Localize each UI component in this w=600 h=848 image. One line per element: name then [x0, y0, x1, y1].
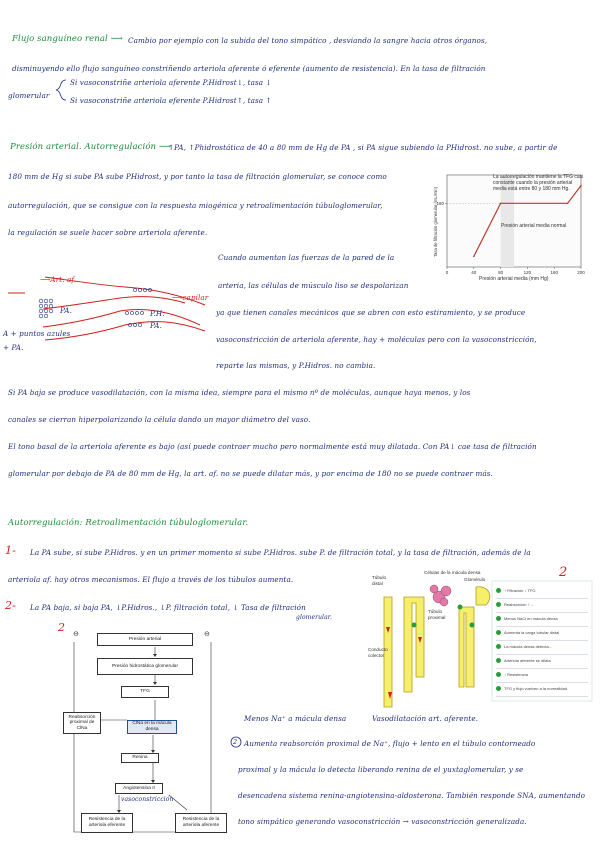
flow-node-arteriola-eferente: Resistencia de la arteriola eferente — [81, 813, 133, 833]
text-line: La PA baja, si baja PA, ↓P.Hidros., ↓P. filtración total, ↓ Tasa de filtración — [30, 603, 306, 612]
text-line: Vasodilatación art. aferente. — [372, 714, 479, 723]
flow-node-renina: Renina — [121, 753, 159, 763]
chart-annotation: La autorregulación mantiene la TFG casi constante cuando la presión arterial media está entre 80 y 180 mm Hg. — [493, 174, 584, 192]
heading-flujo-renal: Flujo sanguíneo renal ⟶ — [12, 34, 123, 44]
step-label: TFG y flujo vuelven a la normalidad — [504, 686, 567, 691]
text-line: Si vasoconstriñe arteriola aferente P.Hidrost↓, tasa ↓ — [70, 78, 272, 87]
nephron-step — [496, 655, 588, 669]
text-line: disminuyendo ello flujo sanguíneo constriñendo arteriola aferente ó eferente (aumento de resistencia). En la tasa de filtración — [12, 64, 486, 73]
x-tick-label: 120 — [523, 270, 532, 275]
step-label: Aumenta la carga tubular distal — [504, 630, 560, 635]
feedback-flowchart — [59, 630, 231, 840]
nephron-step — [496, 669, 588, 683]
flow-node-arteriola-aferente: Resistencia de la arteriola aferente — [175, 813, 227, 833]
label-art-af: ⟶Art. af. — [40, 275, 77, 284]
label-mas-puntos: A + puntos azules — [3, 329, 71, 338]
flow-node-presion-hidrostatica: Presión hidrostática glomerular — [97, 658, 193, 675]
step-label: Menos NaCl en mácula densa — [504, 616, 558, 621]
text-line: arteriola af. hay otros mecanismos. El flujo a través de los túbulos aumenta. — [8, 575, 294, 584]
nephron-label: Células de la mácula densa — [424, 570, 481, 575]
step-dot-icon — [496, 616, 501, 621]
x-tick-label: 0 — [445, 270, 449, 275]
nephron-step — [496, 641, 588, 655]
text-line: desencadena sistema renina-angiotensina-aldosterona. También responde SNA, aumentando — [238, 791, 586, 800]
text-line: ya que tienen canales mecánicos que se abren con esto estiramiento, y se produce — [216, 308, 526, 317]
step-dot-icon — [496, 602, 501, 607]
text-line: Aumenta reabsorción proximal de Na⁺, flujo + lento en el túbulo contorneado — [244, 739, 536, 748]
text-line: proximal y la mácula lo detecta liberando renina de el yuxtaglomerular, y se — [238, 765, 524, 774]
text-line: glomerular por debajo de PA de 80 mm de Hg, la art. af. no se puede dilatar más, y por encima de 180 no se puede contraer más. — [8, 469, 493, 478]
circle-number-label: 2 — [233, 738, 238, 746]
step-label: La mácula densa detecta... — [504, 644, 553, 649]
step-dot-icon — [496, 644, 501, 649]
text-line: canales se cierran hiperpolarizando la célula dando un mayor diámetro del vaso. — [8, 415, 311, 424]
step-dot-icon — [496, 686, 501, 691]
number-1: 1- — [5, 544, 16, 557]
step-label: Reabsorción ↑ ... — [504, 602, 535, 607]
nephron-label: Conducto colector — [368, 647, 388, 658]
flow-node-tfg: TFG — [121, 686, 169, 698]
label-pa-2: PA. — [150, 321, 162, 330]
nephron-mark: 2 — [559, 565, 568, 580]
data-point — [500, 203, 502, 205]
x-tick-label: 160 — [550, 270, 558, 275]
text-line: glomerular — [8, 91, 50, 100]
x-tick-label: 80 — [498, 270, 504, 275]
text-line: La PA sube, si sube P.Hidros. y en un primer momento si sube P.Hidros. sube P. de filtración total, y la tasa de filtración, además de la — [30, 548, 531, 557]
label-capilar: ⟶capilar — [172, 293, 209, 302]
x-tick-label: 200 — [577, 270, 585, 275]
text-line: Cambio por ejemplo con la subida del tono simpático , desviando la sangre hacia otros órganos, — [128, 36, 488, 45]
flow-mark: 2 — [58, 621, 66, 634]
flow-node-reabsorcion: Reabsorción proximal de ClNa — [63, 712, 101, 734]
brace-icon — [54, 78, 68, 102]
text-line: El tono basal de la arteriola aferente es bajo (así puede contraer mucho pero normalmente está muy dilatada. Con PA↓ cae tasa de filtración — [8, 442, 537, 451]
number-2: 2- — [5, 599, 16, 612]
text-line: arteria, las células de músculo liso se despolarizan — [218, 281, 409, 290]
flow-node-angiotensina: Angiotensina II — [115, 783, 163, 794]
text-line: glomerular. — [296, 614, 333, 621]
step-label: Arteriola aferente se dilata — [504, 658, 551, 663]
nephron-step — [496, 683, 588, 697]
nephron-figure — [364, 567, 594, 717]
nephron-label: Túbulo distal — [372, 575, 387, 586]
flow-node-macula-densa: ClNa en la mácula densa — [127, 720, 177, 734]
heading-retroalimentacion: Autorregulación: Retroalimentación túbuloglomerular. — [8, 518, 249, 528]
flow-vasoconstriccion: vasoconstricción — [121, 796, 174, 803]
step-dot-icon — [496, 672, 501, 677]
flow-minus-right: ⊖ — [204, 631, 210, 638]
step-label: ↓ Resistencia — [504, 672, 528, 677]
heading-presion-arterial: Presión arterial. Autorregulación ⟶ — [10, 142, 172, 152]
chart-annotation-normal: Presión arterial media normal — [501, 223, 567, 229]
text-line: Si vasoconstriñe arteriola eferente P.Hidrost↑, tasa ↑ — [70, 96, 272, 105]
step-dot-icon — [496, 630, 501, 635]
step-dot-icon — [496, 588, 501, 593]
step-dot-icon — [496, 658, 501, 663]
x-axis-label: Presión arterial media (mm Hg) — [479, 276, 549, 282]
text-line: Menos Na⁺ a mácula densa — [244, 714, 347, 723]
nephron-step — [496, 585, 588, 599]
nephron-step — [496, 599, 588, 613]
data-point — [567, 203, 569, 205]
data-point — [473, 256, 475, 258]
y-axis-label: Tasa de filtración glomerular (mL/min) — [433, 186, 438, 258]
label-pa: PA. — [60, 306, 72, 315]
nephron-step — [496, 613, 588, 627]
text-line: la regulación se suele hacer sobre arteriola aferente. — [8, 228, 208, 237]
text-line: autorregulación, que se consigue con la respuesta miogénica y retroalimentación túbuloglomerular, — [8, 201, 383, 210]
autoregulation-chart — [421, 167, 591, 285]
label-mas-pa: + PA. — [3, 343, 24, 352]
text-line: tono simpático generando vasoconstricción → vasoconstricción generalizada. — [238, 817, 527, 826]
nephron-step — [496, 627, 588, 641]
text-line: ↑PA, ↑Phidrostática de 40 a 80 mm de Hg de PA , si PA sigue subiendo la PHidrost. no sube, a partir de — [168, 143, 558, 152]
y-tick-label: 180 — [436, 200, 444, 206]
label-ph: P.H. — [150, 309, 165, 318]
step-label: ↑ Filtración ↓ TFG — [504, 588, 536, 593]
text-line: Si PA baja se produce vasodilatación, con la misma idea, siempre para el mismo nº de moléculas, aunque haya menos, y los — [8, 388, 471, 397]
flow-minus-left: ⊖ — [73, 631, 79, 638]
nephron-label: Glomérulo — [464, 577, 486, 582]
text-line: Cuando aumentan las fuerzas de la pared de la — [218, 253, 395, 262]
x-tick-label: 40 — [471, 270, 477, 275]
flow-node-presion-arterial: Presión arterial — [97, 633, 193, 646]
text-line: 180 mm de Hg si sube PA sube PHidrost, y por tanto la tasa de filtración glomerular, se conoce como — [8, 172, 387, 181]
text-line: vasoconstricción de arteriola aferente, hay + moléculas pero con la vasoconstricción, — [216, 335, 537, 344]
text-line: reparte las mismas, y P.Hidros. no cambia. — [216, 361, 376, 370]
nephron-step-list — [496, 585, 588, 697]
nephron-label: Túbulo proximal — [428, 609, 446, 620]
